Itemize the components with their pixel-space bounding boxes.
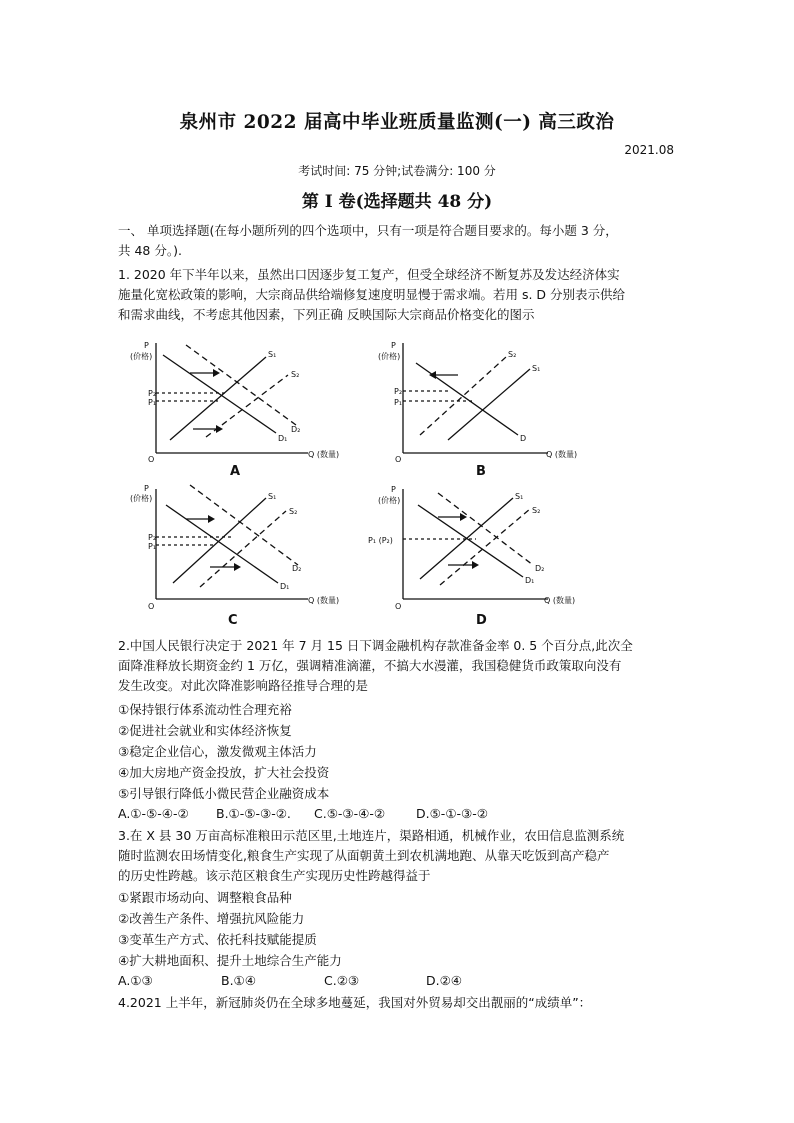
graph-a-price-label: (价格) [130,352,153,361]
q3-item-2: ②改善生产条件、增强抗风险能力 [118,911,305,926]
graph-b-p1: P₁ [394,398,403,407]
q3-option-c[interactable]: C.②③ [324,973,360,988]
graph-c-s2-label: S₂ [289,507,298,516]
graph-c [118,483,368,631]
graph-a-arrowhead-bottom [216,425,223,433]
graph-a-d2 [186,345,296,425]
graph-b-svg [368,335,618,483]
graph-c-s2 [200,511,286,587]
q2-line-3: 发生改变。对此次降准影响路径推导合理的是 [118,678,369,693]
graph-b-q-label: Q (数量) [546,450,578,459]
graph-b-p2: P₂ [394,387,403,396]
q3-line-2: 随时监测农田场情变化,粮食生产实现了从面朝黄土到农机满地跑、从靠天吃饭到高产稳产 [118,848,610,863]
graph-c-q-label: Q (数量) [308,596,340,605]
graph-c-p2: P₂ [148,533,157,542]
q1-line-3: 和需求曲线，不考虑其他因素，下列正确 反映国际大宗商品价格变化的图示 [118,307,535,322]
q2-line-2: 面降准释放长期资金约 1 万亿，强调精准滴灌，不搞大水漫灌，我国稳健货币政策取向没有 [118,658,622,673]
graph-d-s2-label: S₂ [532,506,541,515]
exam-title: 泉州市 2022 届高中毕业班质量监测(一) 高三政治 [179,112,615,133]
graph-c-letter: C [228,613,238,628]
graph-b-letter: B [476,464,486,479]
graph-a-arrowhead-top [213,369,220,377]
graph-c-d2-label: D₂ [292,564,302,573]
graph-c-d1 [166,505,278,583]
instructions-line-2: 共 48 分。). [118,243,182,258]
graph-c-price-label: (价格) [130,494,153,503]
q3-option-b[interactable]: B.①④ [221,973,256,988]
q1-line-1: 1. 2020 年下半年以来，虽然出口因逐步复工复产，但受全球经济不断复苏及发达经济体实 [118,267,620,282]
q2-option-b[interactable]: B.①-⑤-③-②. [216,806,291,821]
graph-b [368,335,618,483]
graph-a-s1-label: S₁ [268,350,277,359]
exam-date: 2021.08 [624,143,674,157]
graph-a-d2-label: D₂ [291,425,301,434]
instructions-line-1: 一、 单项选择题(在每小题所列的四个选项中，只有一项是符合题目要求的。每小题 3 分， [118,223,618,238]
q2-option-c[interactable]: C.⑤-③-④-② [314,806,386,821]
q4-line-1: 4.2021 上半年，新冠肺炎仍在全球多地蔓延，我国对外贸易却交出靓丽的“成绩单”： [118,995,592,1010]
graph-a [118,335,368,483]
q2-item-1: ①保持银行体系流动性合理充裕 [118,702,292,717]
graph-d-d2-label: D₂ [535,564,545,573]
graph-a-origin: O [148,455,155,464]
graph-a-d1 [163,355,276,433]
q3-item-1: ①紧跟市场动向、调整粮食品种 [118,890,292,905]
q2-item-2: ②促进社会就业和实体经济恢复 [118,723,292,738]
graph-a-letter: A [230,464,241,479]
graph-c-p1: P₁ [148,542,157,551]
exam-info: 考试时间: 75 分钟;试卷满分: 100 分 [298,164,496,178]
graph-d [368,483,618,631]
q3-option-a[interactable]: A.①③ [118,973,153,988]
graph-b-price-label: (价格) [378,352,401,361]
graph-d-origin: O [395,602,402,611]
graph-d-d1-label: D₁ [525,576,535,585]
graph-c-p-label: P [144,484,149,493]
q2-item-3: ③稳定企业信心，激发微观主体活力 [118,744,317,759]
graph-b-s2-label: S₂ [508,350,517,359]
graph-a-svg [118,335,368,483]
q2-option-d[interactable]: D.⑤-①-③-② [416,806,488,821]
graph-d-letter: D [476,613,487,628]
graph-a-p2: P₂ [148,389,157,398]
graph-c-origin: O [148,602,155,611]
graph-b-s1-label: S₁ [532,364,541,373]
q1-line-2: 施量化宽松政策的影响，大宗商品供给端修复速度明显慢于需求端。若用 s. D 分别表示供给 [118,287,626,302]
q3-options [118,973,462,988]
graph-c-arrowhead-bottom [234,563,241,571]
graph-d-s1-label: S₁ [515,492,524,501]
q3-line-3: 的历史性跨越。该示范区粮食生产实现历史性跨越得益于 [118,868,431,883]
graph-b-origin: O [395,455,402,464]
graph-c-arrowhead-top [208,515,215,523]
q3-line-1: 3.在 X 县 30 万亩高标准粮田示范区里,土地连片，渠路相通，机械作业，农田信息监测系统 [118,828,625,843]
q3-item-3: ③变革生产方式、依托科技赋能提质 [118,932,317,947]
graph-c-d1-label: D₁ [280,582,290,591]
graph-a-p-label: P [144,341,149,350]
section-title: 第 I 卷(选择题共 48 分) [301,192,493,212]
graph-d-p-label: P [391,485,396,494]
q3-option-d[interactable]: D.②④ [426,973,463,988]
graph-d-p1p2: P₁ (P₂) [368,536,393,545]
graph-d-price-label: (价格) [378,496,401,505]
graph-a-d1-label: D₁ [278,434,288,443]
graph-d-s2 [440,509,530,585]
graph-d-q-label: Q (数量) [544,596,576,605]
graph-a-p1: P₁ [148,398,157,407]
graph-b-s1 [448,369,530,440]
graph-b-p-label: P [391,341,396,350]
q3-item-4: ④扩大耕地面积、提升土地综合生产能力 [118,953,342,968]
q2-options [118,806,488,821]
graph-d-svg [368,483,618,631]
q1-graphs [118,335,618,630]
q2-item-4: ④加大房地产资金投放，扩大社会投资 [118,765,330,780]
graph-a-s2-label: S₂ [291,370,300,379]
graph-c-svg [118,483,368,631]
graph-c-s1-label: S₁ [268,492,277,501]
q2-line-1: 2.中国人民银行决定于 2021 年 7 月 15 日下调金融机构存款准备金率 0. 5 个百分点,此次全 [118,638,633,653]
q2-item-5: ⑤引导银行降低小微民营企业融资成本 [118,786,330,801]
graph-b-d-label: D [520,434,527,443]
q2-option-a[interactable]: A.①-⑤-④-② [118,806,189,821]
graph-d-arrowhead-bottom [472,561,479,569]
graph-a-q-label: Q (数量) [308,450,340,459]
